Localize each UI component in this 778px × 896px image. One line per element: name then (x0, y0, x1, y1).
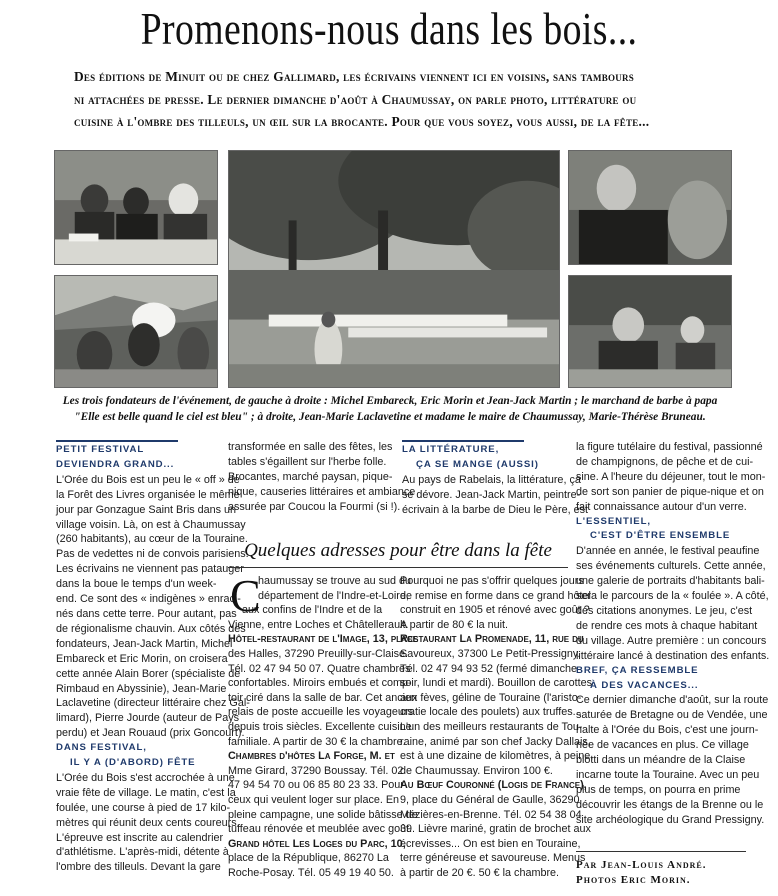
caption-line: "Elle est belle quand le ciel est bleu" ; à droite, Jean-Marie Laclavetine et madame le maire de Chaumussay, Marie-Thérèse Bruneau. (74, 411, 706, 423)
text-line: relais de poste accueille les voyageurs (228, 706, 413, 719)
text-line: à partir de 20 €. 50 € la chambre. (400, 866, 560, 879)
addresses-column-left (228, 570, 418, 880)
text-line: saturée de Bretagne ou de Vendée, une (576, 709, 768, 722)
text-line: ceux qui veulent loger sur place. En (228, 793, 400, 806)
text-line: place de la République, 86270 La (228, 852, 389, 865)
addresses-box-title: Quelques adresses pour être dans la fête (244, 540, 552, 561)
text-line: L'un des meilleurs restaurants de Tou- (400, 720, 583, 733)
text-line: une galerie de portraits d'habitants bali- (576, 575, 765, 588)
text-line: L'Orée du Bois est un peu le « off » de (56, 473, 240, 486)
photo-founders (54, 150, 218, 265)
text-line: Roche-Posay. Tél. 05 49 19 40 50. (228, 866, 394, 879)
addresses-box-rule (228, 567, 568, 568)
text-line: Pourquoi ne pas s'offrir quelques jours (400, 575, 584, 587)
text-line: Les écrivains ne viennent pas patauger (56, 563, 244, 576)
intro-paragraph (74, 66, 714, 134)
drop-cap: C (230, 570, 261, 621)
text-line: aux fèves, géline de Touraine (l'aristo- (400, 691, 582, 704)
text-line: de remise en forme dans ce grand hôtel (400, 589, 591, 602)
text-line: Laclavetine (directeur littéraire chez Gal- (56, 697, 250, 710)
text-line: cratie locale des poulets) aux truffes... (400, 706, 582, 719)
article-column-1 (56, 440, 250, 875)
text-line: foulée, une course à pied de 17 kilo- (56, 801, 231, 814)
text-line: Mézières-en-Brenne. Tél. 02 54 38 04 (400, 808, 582, 821)
photo-mayor (568, 275, 732, 388)
text-line: écrevisses... On est bien en Touraine, (400, 837, 581, 850)
text-line: cette année Alain Borer (spécialiste de (56, 667, 241, 680)
text-line: site archéologique du Grand Pressigny. (576, 813, 765, 826)
text-line: sine. A l'heure du déjeuner, tout le mon- (576, 470, 766, 483)
photo-laclavetine (568, 150, 732, 265)
text-line: village voisin. Là, on est à Chaumussay (56, 518, 246, 531)
text-line: incarne toute la Touraine. Avec un peu (576, 768, 760, 781)
addresses-column-right (400, 574, 594, 880)
text-line: ses événements culturels. Cette année, (576, 560, 766, 573)
text-line: haumussay se trouve au sud du (258, 575, 412, 587)
text-line: du village. Autre première : un concours (576, 634, 767, 647)
text-line: construit en 1905 et rénové avec goût ? (400, 604, 590, 617)
text-line: blotti dans un méandre de la Claise (576, 754, 746, 767)
section-heading: ÇA SE MANGE (AUSSI) (416, 458, 539, 470)
text-line: Savoureux, 37300 Le Petit-Pressigny. (400, 647, 581, 660)
text-line: fait connaissance autour d'un verre. (576, 500, 747, 513)
text-line: Rimbaud en Abyssinie), Jean-Marie (56, 682, 227, 695)
text-line: est à une dizaine de kilomètres, à peine, (400, 750, 594, 763)
photo-crowd-under-trees (228, 150, 560, 388)
text-line: (260 habitants), au cœur de la Touraine. (56, 533, 248, 546)
text-line: l'ombre des tilleuls. Devant la gare (56, 861, 221, 874)
text-line: tables s'égaillent sur l'herbe folle. (228, 455, 387, 468)
page-title: Promenons-nous dans les bois... (140, 3, 638, 54)
heading-rule (402, 440, 524, 442)
text-line: département de l'Indre-et-Loire, (258, 589, 409, 602)
text-line: limard), Pierre Jourde (auteur de Pays (56, 712, 240, 725)
text-line: L'Orée du Bois s'est accrochée à une (56, 771, 235, 784)
article-column-3 (402, 440, 589, 518)
text-line: A partir de 80 € la nuit. (400, 618, 509, 631)
text-line: des citations anonymes. Le jeu, c'est (576, 604, 753, 617)
section-heading: PETIT FESTIVAL (56, 444, 145, 455)
credits (576, 858, 746, 888)
text-line: Vienne, entre Loches et Châtellerault. (228, 618, 409, 631)
text-line: L'épreuve est inscrite au calendrier (56, 831, 224, 844)
text-line: de rendre ces mots à chaque habitant (576, 619, 758, 632)
text-line: familiale. A partir de 30 € la chambre. (228, 735, 406, 748)
text-line: fondateurs, Jean-Jack Martin, Michel (56, 637, 233, 650)
article-column-2 (228, 440, 416, 515)
text-line: Mme Girard, 37290 Boussay. Tél. 02 (228, 764, 404, 777)
section-heading: DANS FESTIVAL, (56, 742, 147, 754)
section-heading: BREF, ÇA RESSEMBLE (576, 664, 699, 676)
text-line: depuis trois siècles. Excellente cuisine (228, 720, 412, 733)
text-line: aux confins de l'Indre et de la (242, 604, 383, 617)
text-line: soir, lundi et mardi). Bouillon de carottes (400, 677, 593, 690)
section-heading: L'ESSENTIEL, (576, 515, 651, 527)
address-entry: Restaurant La Promenade, 11, rue du (400, 633, 584, 646)
section-heading: LA LITTÉRATURE, (402, 444, 500, 455)
text-line: terre généreuse et savoureuse. Menus (400, 852, 586, 865)
text-line: Tél. 02 47 94 50 07. Quatre chambres (228, 662, 411, 675)
text-line: 39. Lièvre mariné, gratin de brochet aux (400, 823, 591, 836)
intro-line: cuisine à l'ombre des tilleuls, un œil sur la brocante. Pour que vous soyez, vous aussi, de la fête... (74, 114, 650, 129)
heading-rule (56, 440, 178, 442)
text-line: la figure tutélaire du festival, passionné (576, 441, 763, 453)
text-line: de sort son panier de pique-nique et on (576, 485, 764, 498)
section-heading: DEVIENDRA GRAND... (56, 458, 175, 470)
address-entry: Hôtel-restaurant de l'Image, 13, place (228, 633, 418, 646)
text-line: vraie fête de village. Le matin, c'est la (56, 786, 236, 799)
caption-line: Les trois fondateurs de l'événement, de gauche à droite : Michel Embareck, Eric Morin et Jean-Jack Martin ; le marchand de barbe à papa (62, 395, 718, 407)
text-line: pleine campagne, une solide bâtisse de (228, 808, 418, 821)
text-line: Ce dernier dimanche d'août, sur la route (576, 694, 769, 707)
text-line: des Halles, 37290 Preuilly-sur-Claise. (228, 647, 409, 660)
text-line: tuffeau rénovée et meublée avec goût. (228, 823, 413, 836)
text-line: se dévore. Jean-Jack Martin, peintre- (402, 488, 581, 501)
text-line: littéraire lancé à destination des enfants. (576, 649, 770, 662)
text-line: de régionalisme chauvin. Aux côtés des (56, 622, 246, 635)
section-heading: C'EST D'ÊTRE ENSEMBLE (590, 530, 731, 542)
photo-credit: Photos Eric Morin. (576, 874, 691, 886)
text-line: née de vacances en plus. Ce village (576, 739, 749, 752)
text-line: sera le parcours de la « foulée ». A côté, (576, 590, 769, 603)
text-line: Brocantes, marché paysan, pique- (228, 470, 393, 483)
photo-caption (60, 393, 720, 425)
text-line: Au pays de Rabelais, la littérature, ça (402, 473, 581, 486)
text-line: de champignons, de pêche et de cui- (576, 455, 754, 468)
text-line: 47 94 54 70 ou 06 85 80 23 33. Pour (228, 779, 404, 792)
text-line: raine, animé par son chef Jacky Dallais, (400, 735, 591, 748)
text-line: D'année en année, le festival peaufine (576, 545, 760, 558)
photo-candy-floss-vendor (54, 275, 218, 388)
text-line: la Forêt des Livres organisée le même (56, 488, 240, 501)
credits-rule (576, 851, 746, 852)
intro-line: Des éditions de Minuit ou de chez Gallimard, les écrivains viennent ici en voisins, sans tambours (74, 69, 634, 84)
text-line: Tél. 02 47 94 93 52 (fermé dimanche (400, 662, 578, 675)
section-heading: IL Y A (D'ABORD) FÊTE (70, 757, 196, 769)
text-line: d'athlétisme. L'après-midi, détente à (56, 846, 229, 859)
text-line: toir ciré dans la salle de bar. Cet ancien (228, 691, 418, 704)
author-credit: Par Jean-Louis André. (576, 859, 707, 871)
text-line: Embareck et Eric Morin, on croisera (56, 652, 228, 665)
section-heading: À DES VACANCES... (590, 679, 699, 691)
text-line: mètres qui réunit deux cents coureurs. (56, 816, 240, 829)
address-entry: Chambres d'hôtes La Forge, M. et (228, 750, 395, 763)
text-line: écrivain à la barbe de Dieu le Père, est (402, 503, 589, 516)
address-entry: Grand hôtel Les Loges du Parc, 10, (228, 837, 406, 850)
text-line: dans la boue le temps d'un week- (56, 578, 217, 591)
text-line: Pas de vedettes ni de convois parisiens. (56, 548, 249, 561)
text-line: découvrir les étangs de la Brenne ou le (576, 798, 764, 811)
intro-line: ni attachées de presse. Le dernier dimanche d'août à Chaumussay, on parle photo, littérature ou (74, 91, 637, 107)
text-line: plus de temps, on pourra en prime (576, 783, 741, 796)
article-column-4 (576, 440, 770, 828)
address-entry: Au Bœuf Couronné (Logis de France), (400, 779, 587, 792)
text-line: transformée en salle des fêtes, les (228, 441, 393, 453)
text-line: 9, place du Général de Gaulle, 36290 (400, 793, 580, 806)
text-line: end. Ce sont des « indigènes » enraci- (56, 593, 241, 606)
text-line: nique, causeries littéraires et ambiance (228, 485, 416, 498)
text-line: de Chaumussay. Environ 100 €. (400, 764, 553, 777)
text-line: halte à l'Orée du Bois, c'est une journ- (576, 724, 759, 737)
text-line: confortables. Miroirs embués et comp- (228, 677, 412, 690)
text-line: jour par Gonzague Saint Bris dans un (56, 503, 237, 516)
text-line: assurée par Coucou la Fourmi (si !). (228, 500, 401, 513)
text-line: perdu) et Jean Rouaud (prix Goncourt). (56, 727, 245, 740)
text-line: nés dans cette terre. Pour autant, pas (56, 607, 237, 620)
